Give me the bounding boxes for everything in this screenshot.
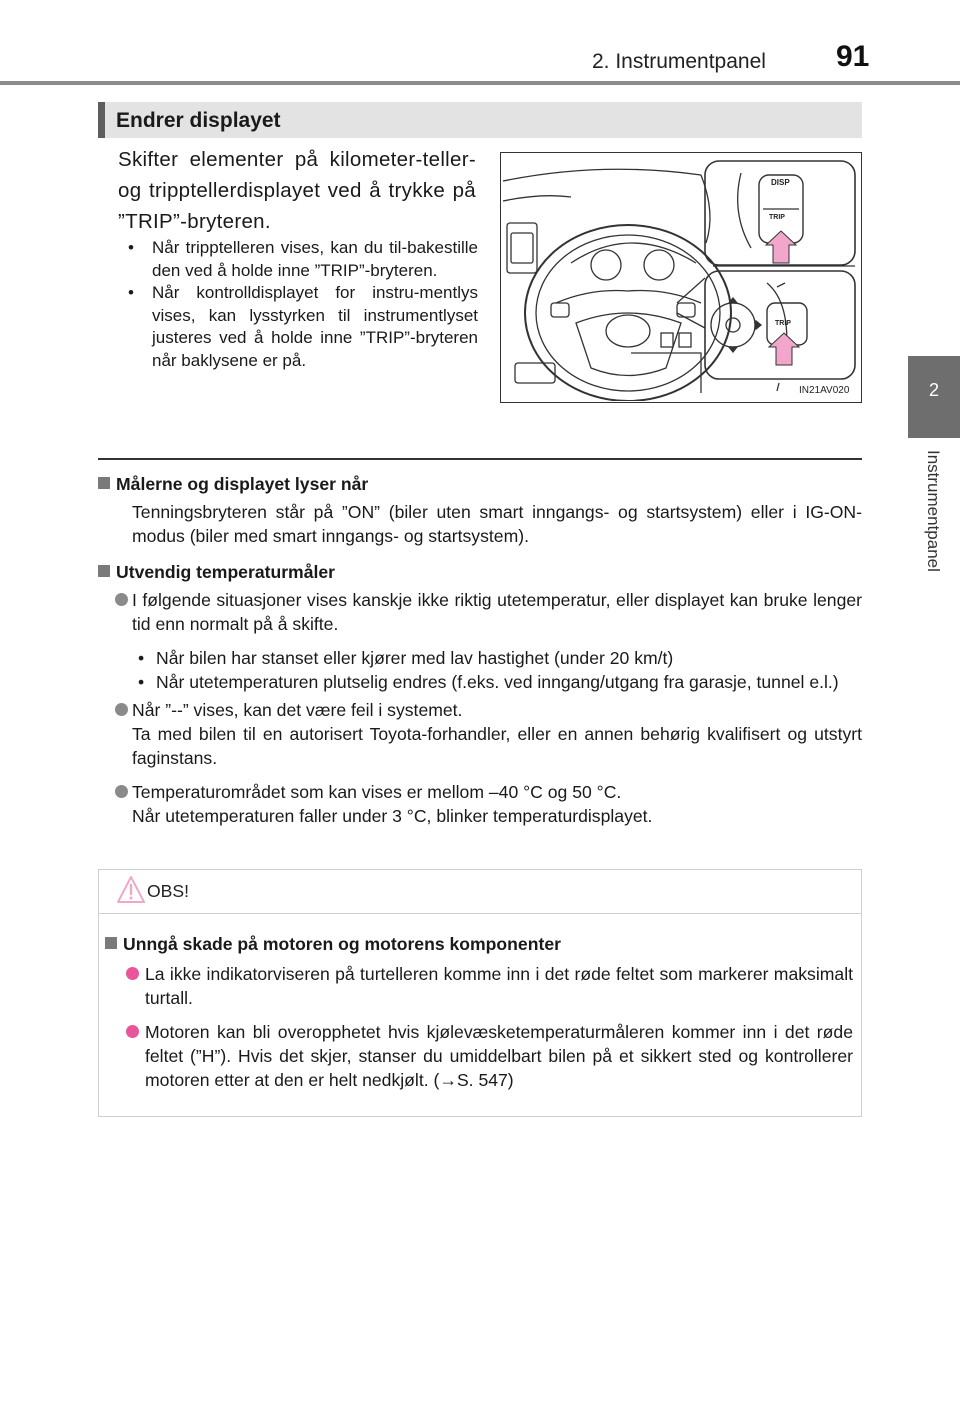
intro-bullet [118,282,478,372]
temperature-item-text: Temperaturområdet som kan vises er mellom –40 °C og 50 °C. [132,782,622,802]
intro-bullet [118,237,478,282]
chapter-tab [908,356,960,438]
temperature-sub-bullet-text: Når utetemperaturen plutselig endres (f.eks. ved inngang/utgang fra garasje, tunnel e.l.) [156,672,839,692]
temperature-item [98,588,862,636]
bullet-dot: • [138,648,145,668]
temperature-item-text: Ta med bilen til en autorisert Toyota-forhandler, eller en annen behørig kvalifisert og utstyrt faginstans. [132,724,862,768]
bullet-dot: • [138,672,145,692]
square-bullet-icon [105,937,117,949]
circle-bullet-icon [115,785,128,798]
notice-header [99,870,861,914]
temperature-item [98,780,862,828]
disp-label: DISP [771,178,790,187]
notice-heading: Unngå skade på motoren og motorens komponenter [123,934,561,954]
page-number: 91 [836,40,870,73]
section-title: Endrer displayet [116,109,281,132]
section-heading-accent [98,102,105,138]
temperature-sub-bullet [98,646,862,670]
chapter-tab-label: Instrumentpanel [924,450,943,572]
gauges-heading-row [98,472,862,496]
header-rule [0,81,960,85]
temperature-item-text: Når utetemperaturen faller under 3 °C, blinker temperaturdisplayet. [132,806,653,826]
press-arrow-icon [766,231,796,263]
temperature-item-text: Når ”--” vises, kan det være feil i systemet. [132,700,463,720]
trip-label-top: TRIP [769,214,785,221]
section-heading-bar [98,102,862,138]
notice-title: OBS! [147,881,190,901]
notice-item-text: La ikke indikatorviseren på turtelleren komme inn i det røde feltet som markerer maksimalt turtall. [145,964,853,1008]
figure-code: IN21AV020 [799,385,850,396]
notice-item [99,962,861,1010]
temperature-item-text: I følgende situasjoner vises kanskje ikke riktig utetemperatur, eller displayet kan bruke lenger tid enn normalt på å skifte. [132,590,862,634]
trip-label-bottom: TRIP [775,320,791,327]
temperature-sub-bullet [98,670,862,694]
gauges-text: Tenningsbryteren står på ”ON” (biler uten smart inngangs- og startsystem) eller i IG-ON-modus (biler med smart inngangs- og startsystem). [132,502,862,546]
intro-text: Skifter elementer på kilometer-teller- og tripptellerdisplayet ved å trykke på ”TRIP”-bryteren. [118,148,476,233]
steering-wheel-drawing [501,153,860,401]
notice-item [99,1020,861,1092]
bullet-dot: • [128,283,134,302]
temperature-sub-bullet-text: Når bilen har stanset eller kjører med lav hastighet (under 20 km/t) [156,648,674,668]
chapter-tab-number: 2 [928,380,939,400]
gauges-heading: Målerne og displayet lyser når [116,474,369,494]
warning-triangle-icon [116,875,146,905]
notice-heading-row [105,932,861,956]
notice-body [99,932,861,1092]
intro-bullet-list [118,237,478,372]
square-bullet-icon [98,477,110,489]
temperature-heading: Utvendig temperaturmåler [116,562,336,582]
intro-bullet-text: Når kontrolldisplayet for instru-mentlys vises, kan lysstyrken til instrumentlyset justeres ved å holde inne ”TRIP”-bryteren når baklysene er på. [152,283,478,370]
square-bullet-icon [98,565,110,577]
circle-bullet-icon [115,703,128,716]
temperature-section [98,560,862,828]
circle-bullet-icon [115,593,128,606]
gauges-section [98,472,862,548]
bullet-dot: • [128,238,134,257]
temperature-item [98,698,862,770]
steering-wheel-illustration [500,152,862,403]
chapter-tab-label-box [907,450,959,620]
chapter-title: 2. Instrumentpanel [592,50,766,73]
intro-bullet-text: Når tripptelleren vises, kan du til-bakestille den ved å holde inne ”TRIP”-bryteren. [152,238,478,280]
circle-bullet-icon [126,967,139,980]
circle-bullet-icon [126,1025,139,1038]
press-arrow-icon [769,333,799,365]
section-divider [98,458,862,460]
notice-item-text: Motoren kan bli overopphetet hvis kjølevæsketemperaturmåleren kommer inn i det røde feltet (”H”). Hvis det skjer, stanser du umiddelbart bilen på et sikkert sted og kontrollerer motoren etter at den er helt nedkjølt. (→S. 547) [145,1022,853,1090]
notice-box [98,869,862,1117]
temperature-heading-row [98,560,862,584]
